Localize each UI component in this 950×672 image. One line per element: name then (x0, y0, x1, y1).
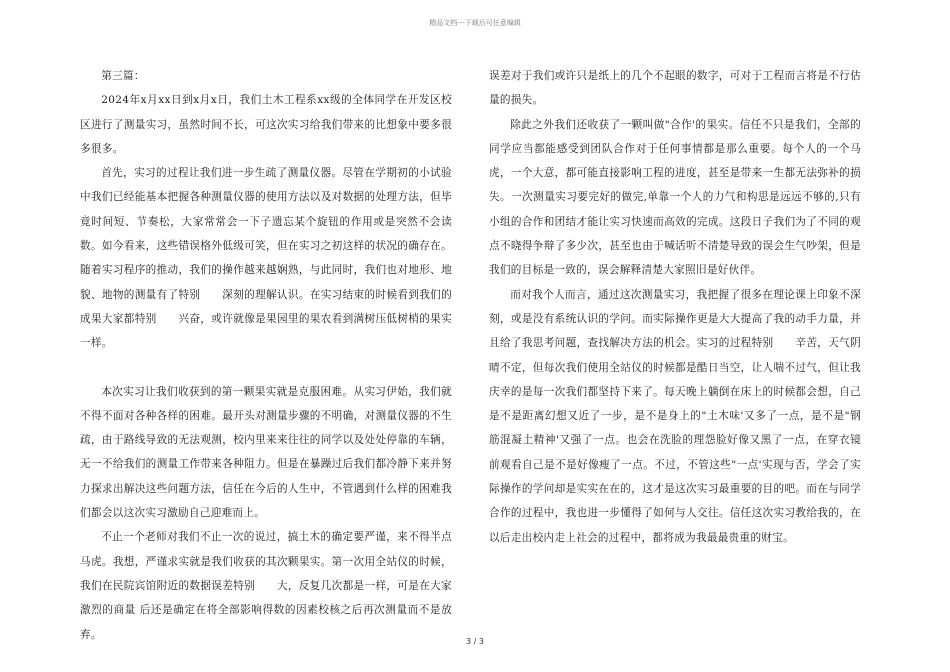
paragraph-personal: 而对我个人而言，通过这次测量实习，我把握了很多在理论课上印象不深刻，或是没有系统认识的学问。而实际操作更是大大提高了我的动手力量，并且给了我思考问题，查找解决方法的机会。实习的过程特别 辛苦，天气阴晴不定，但每次我们使用全站仪的时候都是酷日当空，让人喘不过气，但让我庆幸的是每一次我们都坚持下来了。每天晚上躺倒在床上的时候都会想，自己是不是距离幻想又近了一步，是不是身上的"土木味'又多了一点，是不是"钢筋混凝土精神'又强了一点。也会在洗脸的理怨脸好像又黑了一点，在穿衣镜前观看自己是不是好像瘦了一点。不过，不管这些"一点'实现与否，学会了实际操作的学问却是实实在在的，这才是这次实习最重要的目的吧。而在与同学合作的过程中，我也进一步懂得了如何与人交往。信任这次实习教给我的，在以后走出校内走上社会的过程中，都将成为我最最贵重的财宝。 (489, 288, 861, 544)
page-header: 精品文档---下载后可任意编辑 (429, 19, 521, 27)
paragraph-instruments: 首先，实习的过程让我们进一步生疏了测量仪器。尽管在学期初的小试验中我们已经能基本把握各种测量仪器的使用方法以及对数据的处理方法，但毕竟时间短、节奏松，大家常常会一下子遗忘某个旋钮的作用或是突然不会读数。如今看来，这些错误格外低级可笑，但在实习之初这样的状况的确存在。随着实习程序的推动，我们的操作越来越娴熟，与此同时，我们也对地形、地貌、地物的测量有了特别 深刻的理解认识。在实习结束的时候看到我们的成果大家都特别 兴奋，或许就像是果园里的果农看到满树压低树梢的果实一样。 (80, 167, 452, 350)
paragraph-gap (80, 356, 452, 380)
section-heading: 第三篇： (101, 70, 145, 82)
page-number: 3 / 3 (466, 637, 484, 646)
paragraph-difficulties: 本次实习让我们收获到的第一颗果实就是克服困难。从实习伊始，我们就不得不面对各种各样的困难。最开头对测量步骤的不明确，对测量仪器的不生疏，由于路线导致的无法观测，校内里来来往往的同学以及处处停靠的车辆，无一不给我们的测量工作带来各种阻力。但是在暴躁过后我们都冷静下来并努力探求出解决这些问题方法，信任在今后的人生中，不管遇到什么样的困难我们都会以这次实习激励自己迎难而上。 (80, 385, 452, 520)
paragraph-rigor: 不止一个老师对我们不止一次的说过，搞土木的确定要严谨，来不得半点马虎。我想，严谨求实就是我们收获的其次颗果实。第一次用全站仪的时候，我们在民院宾馆附近的数据误差特别 大，反复几次都是一样，可是在大家激烈的商量 后还是确定在将全部影响得数的因素校核之后再次测量而不是放弃。 (80, 531, 452, 641)
paragraph-cooperation: 除此之外我们还收获了一颗叫做"合作'的果实。信任不只是我们，全部的同学应当都能感受到团队合作对于任何事情都是那么重要。每个人的一个马虎，一个大意，都可能直接影响工程的进度，甚至是带来一生都无法弥补的损失。一次测量实习要完好的做完,单靠一个人的力气和构思是远远不够的,只有小组的合作和团结才能让实习快速而高效的完成。这段日子我们为了不同的观点不晓得争辩了多少次，甚至也由于喊话听不清楚导致的误会生气吵架，但是我们的目标是一致的，误会解释清楚大家照旧是好伙伴。 (489, 118, 861, 277)
left-column (80, 64, 452, 647)
paragraph-continuation: 误差对于我们或许只是纸上的几个不起眼的数字，可对于工程而言将是不行估量的损失。 (489, 70, 861, 107)
right-column (489, 64, 861, 550)
paragraph-intro: 2024年x月xx日到x月x日，我们土木工程系xx级的全体同学在开发区校区进行了测量实习，虽然时间不长，可这次实习给我们带来的比想象中要多很多很多。 (80, 94, 452, 155)
